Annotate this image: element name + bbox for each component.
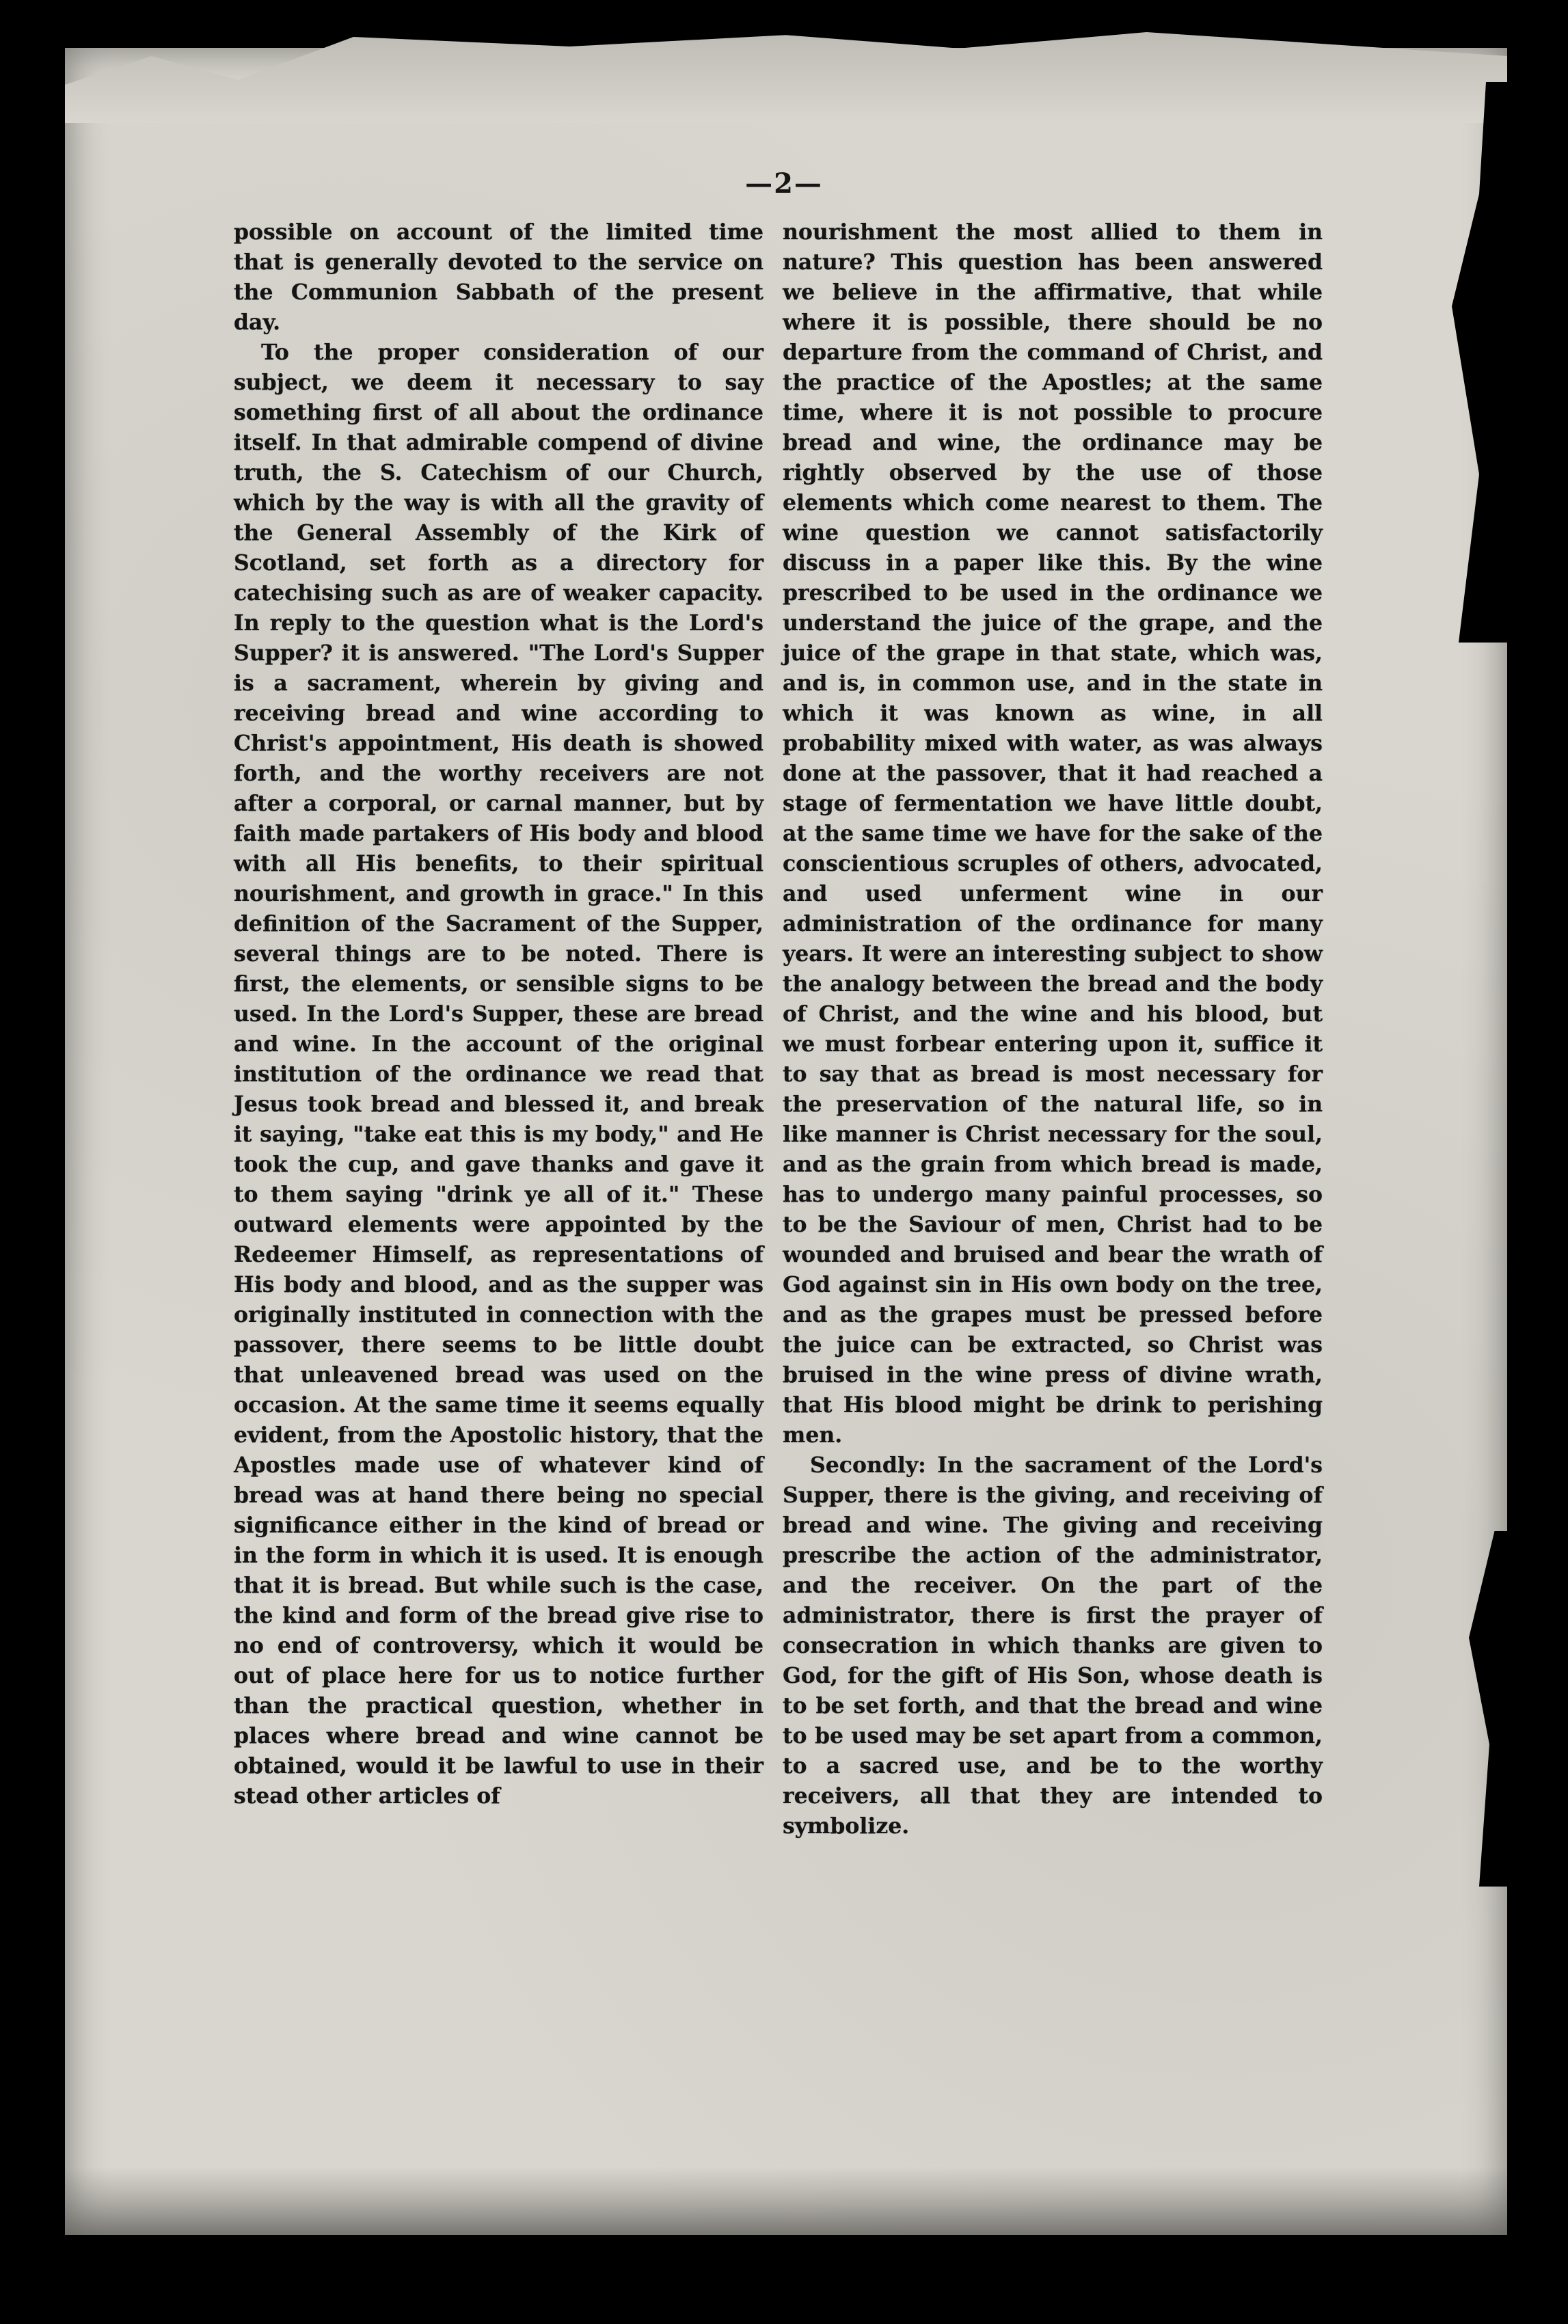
right-column bbox=[783, 217, 1323, 1841]
left-paragraph-1: possible on account of the limited time that is generally devoted to the service on the Communion Sabbath of the present day. bbox=[234, 219, 763, 335]
torn-top-edge bbox=[65, 27, 1507, 123]
right-paragraph-1: nourishment the most allied to them in nature? This question has been answered we believe in the affirmative, that while where it is possible, there should be no departure from the command of Christ, and the practice of the Apostles; at the same time, where it is not possible to procure bread and wine, the ordinance may be rightly observed by the use of those elements which come nearest to them. The wine question we cannot satisfactorily discuss in a paper like this. By the wine prescribed to be used in the ordinance we understand the juice of the grape, and the juice of the grape in that state, which was, and is, in common use, and in the state in which it was known as wine, in all probability mixed with water, as was always done at the passover, that it had reached a stage of fermentation we have little doubt, at the same time we have for the sake of the conscientious scruples of others, advocated, and used unferment wine in our administration of the ordinance for many years. It were an interesting subject to show the analogy between the bread and the body of Christ, and the wine and his blood, but we must forbear entering upon it, suffice it to say that as bread is most necessary for the preservation of the natural life, so in like manner is Christ necessary for the soul, and as the grain from which bread is made, has to undergo many painful processes, so to be the Saviour of men, Christ had to be wounded and bruised and bear the wrath of God against sin in His own body on the tree, and as the grapes must be pressed before the juice can be extracted, so Christ was bruised in the wine press of divine wrath, that His blood might be drink to perishing men. bbox=[783, 219, 1323, 1448]
left-column bbox=[234, 217, 763, 1811]
worn-bottom-edge bbox=[65, 2167, 1507, 2235]
left-paragraph-2: To the proper consideration of our subject, we deem it necessary to say something first of all about the ordinance itself. In that admirable compend of divine truth, the S. Catechism of our Church, which by the way is with all the gravity of the General Assembly of the Kirk of Scotland, set forth as a directory for catechising such as are of weaker capacity. In reply to the question what is the Lord's Supper? it is answered. "The Lord's Supper is a sacrament, wherein by giving and receiving bread and wine according to Christ's appointment, His death is showed forth, and the worthy receivers are not after a corporal, or carnal manner, but by faith made partakers of His body and blood with all His benefits, to their spiritual nourishment, and growth in grace." In this definition of the Sacrament of the Supper, several things are to be noted. There is first, the elements, or sensible signs to be used. In the Lord's Supper, these are bread and wine. In the account of the original institution of the ordinance we read that Jesus took bread and blessed it, and break it saying, "take eat this is my body," and He took the cup, and gave thanks and gave it to them saying "drink ye all of it." These outward elements were appointed by the Redeemer Himself, as representations of His body and blood, and as the supper was originally instituted in connection with the passover, there seems to be little doubt that unleavened bread was used on the occasion. At the same time it seems equally evident, from the Apostolic history, that the Apostles made use of whatever kind of bread was at hand there being no special significance either in the kind of bread or in the form in which it is used. It is enough that it is bread. But while such is the case, the kind and form of the bread give rise to no end of controversy, which it would be out of place here for us to notice further than the practical question, whether in places where bread and wine cannot be obtained, would it be lawful to use in their stead other articles of bbox=[234, 340, 763, 1809]
page-number: —2— bbox=[745, 167, 823, 200]
right-paragraph-2: Secondly: In the sacrament of the Lord's Supper, there is the giving, and receiving of bread and wine. The giving and receiving prescribe the action of the administrator, and the receiver. On the part of the administrator, there is first the prayer of consecration in which thanks are given to God, for the gift of His Son, whose death is to be set forth, and that the bread and wine to be used may be set apart from a common, to a sacred use, and be to the worthy receivers, all that they are intended to symbolize. bbox=[783, 1452, 1323, 1839]
